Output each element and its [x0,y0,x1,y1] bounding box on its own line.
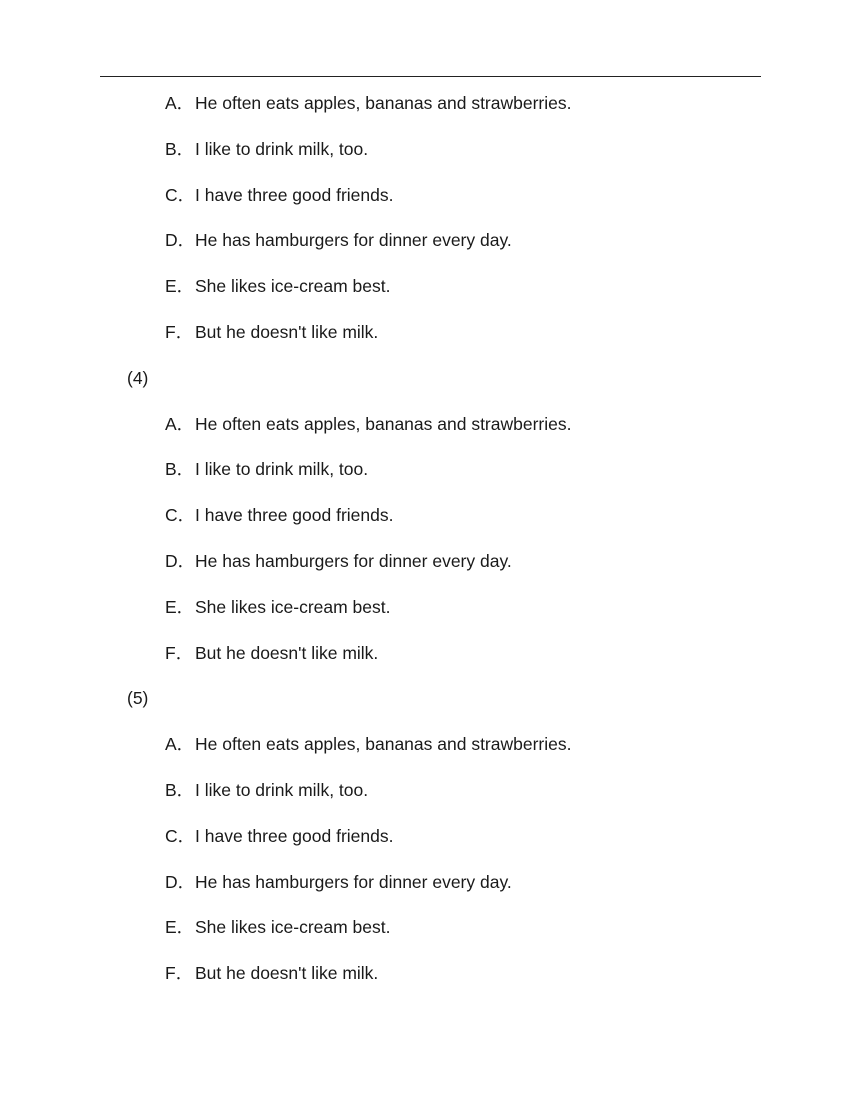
option-c[interactable] [0,498,860,544]
option-letter: D． [165,550,196,571]
option-letter: B． [165,138,195,159]
option-text: I like to drink milk, too. [195,459,369,480]
option-a[interactable] [0,86,860,132]
option-group-q4 [0,407,860,682]
option-text: But he doesn't like milk. [195,642,379,663]
option-letter: A． [165,734,195,755]
question-number [0,361,860,407]
option-f[interactable] [0,315,860,361]
option-letter: B． [165,779,195,800]
option-text: I like to drink milk, too. [195,779,369,800]
option-text: He has hamburgers for dinner every day. [195,871,512,892]
option-d[interactable] [0,865,860,911]
question-list [0,86,860,1002]
option-c[interactable] [0,178,860,224]
option-letter: F． [165,642,194,663]
option-a[interactable] [0,727,860,773]
option-a[interactable] [0,407,860,453]
option-f[interactable] [0,636,860,682]
option-letter: A． [165,413,195,434]
question-number [0,681,860,727]
option-text: But he doesn't like milk. [195,321,379,342]
option-f[interactable] [0,956,860,1002]
header-divider [100,76,761,77]
option-e[interactable] [0,269,860,315]
option-letter: C． [165,505,196,526]
option-c[interactable] [0,819,860,865]
option-text: But he doesn't like milk. [195,963,379,984]
option-group-q5 [0,727,860,1002]
option-text: He often eats apples, bananas and strawberries. [195,734,572,755]
option-letter: A． [165,93,195,113]
option-letter: E． [165,917,195,938]
option-letter: F． [165,321,194,342]
option-text: I have three good friends. [195,505,394,526]
option-letter: C． [165,184,196,205]
option-letter: C． [165,825,196,846]
option-text: He has hamburgers for dinner every day. [195,550,512,571]
option-letter: D． [165,230,196,251]
option-letter: E． [165,596,195,617]
option-text: He often eats apples, bananas and strawberries. [195,93,572,113]
option-d[interactable] [0,544,860,590]
option-b[interactable] [0,132,860,178]
option-group-q3 [0,86,860,361]
option-text: She likes ice-cream best. [195,276,391,297]
option-text: She likes ice-cream best. [195,917,391,938]
option-letter: E． [165,276,195,297]
question-number-label: (5) [127,688,149,709]
option-text: She likes ice-cream best. [195,596,391,617]
option-text: He often eats apples, bananas and strawberries. [195,413,572,434]
option-text: I have three good friends. [195,184,394,205]
option-text: I like to drink milk, too. [195,138,369,159]
option-d[interactable] [0,223,860,269]
option-e[interactable] [0,910,860,956]
option-b[interactable] [0,773,860,819]
option-letter: D． [165,871,196,892]
option-letter: B． [165,459,195,480]
question-number-label: (4) [127,367,149,388]
option-letter: F． [165,963,194,984]
option-text: He has hamburgers for dinner every day. [195,230,512,251]
option-e[interactable] [0,590,860,636]
option-b[interactable] [0,452,860,498]
option-text: I have three good friends. [195,825,394,846]
